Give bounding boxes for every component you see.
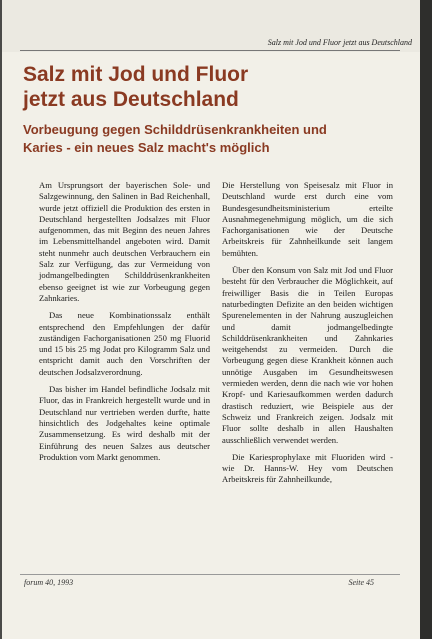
subtitle-line-2: Karies - ein neues Salz macht's möglich bbox=[23, 140, 270, 155]
title-line-2: jetzt aus Deutschland bbox=[23, 88, 239, 111]
left-column bbox=[39, 180, 210, 469]
paragraph: Über den Konsum von Salz mit Jod und Fluor besteht für den Verbraucher die Möglichkeit, auf freiwilliger Basis die in Teilen Europas naturbedingten Defizite an den beiden wichtigen Spurenelementen in der Nahrung auszugleichen und damit jodmangelbedingte Schilddrüsenkrankheiten und Zahnkaries weitgehendst zu vermeiden. Durch die Vorbeugung gegen diese Krankheit können auch unnötige Ausgaben im Gesundheitswesen vermieden werden, denn die nach wie vor hohen Kropf- und Kariesaufkommen werden dadurch drastisch reduziert, wie Beispiele aus der Schweiz und Frankreich zeigen. Jodsalz mit Fluor sollte deshalb in allen Haushalten ausschließlich verwendet werden. bbox=[222, 265, 393, 445]
title-line-1: Salz mit Jod und Fluor bbox=[23, 63, 249, 86]
paragraph: Am Ursprungsort der bayerischen Sole- und Salzgewinnung, den Salinen in Bad Reichenhall, wurde jetzt offiziell die Produktion des ersten in Deutschland hergestellten Jodsalzes mit Fluor aufgenommen, das mit Beginn des neuen Jahres im Lebensmittelhandel angeboten wird. Damit steht nunmehr auch deutschen Verbrauchern ein Salz zur Verfügung, das zur Vermeidung von jodmangelbedingten Schilddrüsenkrankheiten ebenso geeignet ist wie zur Vorbeugung gegen Zahnkaries. bbox=[39, 180, 210, 303]
article-title bbox=[23, 62, 403, 112]
paragraph: Die Kariesprophylaxe mit Fluoriden wird - wie Dr. Hanns-W. Hey vom Deutschen Arbeitskreis für Zahnheilkunde, bbox=[222, 451, 393, 485]
article-subtitle bbox=[23, 121, 403, 157]
header-rule bbox=[20, 50, 400, 51]
issue-label: forum 40, 1993 bbox=[24, 578, 74, 587]
page-edge bbox=[420, 0, 432, 639]
footer-rule bbox=[20, 574, 400, 575]
page-number: Seite 45 bbox=[348, 578, 374, 587]
paragraph: Die Herstellung von Speisesalz mit Fluor in Deutschland wurde erst durch eine vom Bundesgesundheitsministerium erteilte Ausnahmegenehmigung möglich, um die sich Fachorganisationen wie der Deutsche Arbeitskreis für Zahnheilkunde seit langem bemühten. bbox=[222, 180, 393, 258]
paragraph: Das neue Kombinationssalz enthält entsprechend den Empfehlungen der dafür zuständigen Fachorganisationen 250 mg Fluorid und 15 bis 25 mg Jodat pro Kilogramm Salz und entspricht damit auch den Vorschriften der deutschen Jodsalzverordnung. bbox=[39, 310, 210, 377]
subtitle-line-1: Vorbeugung gegen Schilddrüsenkrankheiten und bbox=[23, 122, 327, 137]
right-column bbox=[222, 180, 393, 492]
running-header: Salz mit Jod und Fluor jetzt aus Deutschland bbox=[267, 38, 412, 47]
paragraph: Das bisher im Handel befindliche Jodsalz mit Fluor, das in Frankreich hergestellt wurde und in Deutschland nur vertrieben werden durfte, hatte hinsichtlich des Jodgehaltes keine optimale Zusammensetzung. Es wird deshalb mit der Einführung des neuen Salzes aus deutscher Produktion vom Markt genommen. bbox=[39, 384, 210, 462]
